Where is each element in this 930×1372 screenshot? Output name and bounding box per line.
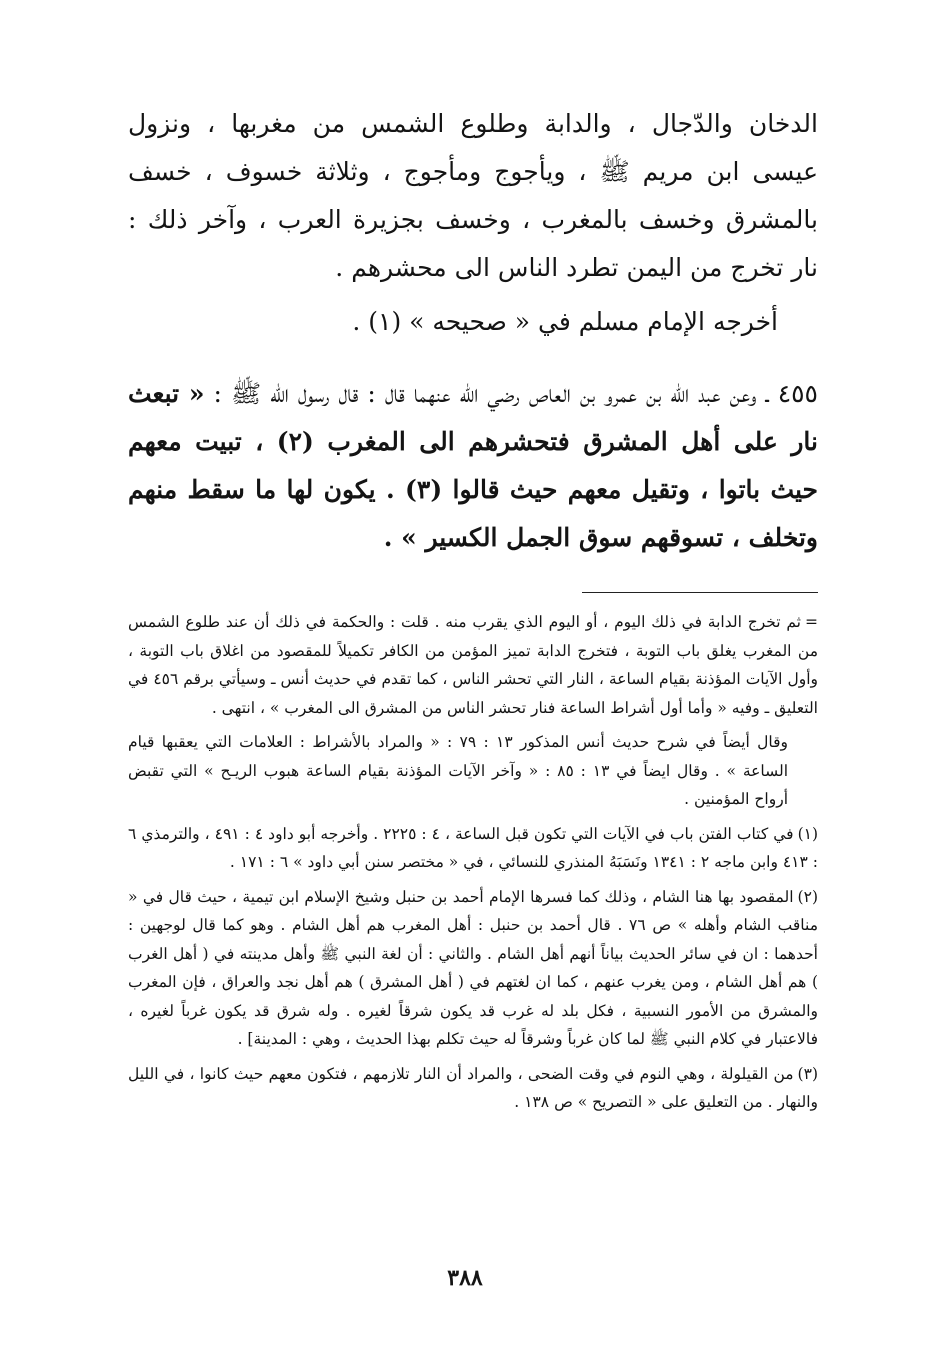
continuation-mark: = — [805, 613, 818, 631]
footnote-1-marker: (١) — [797, 824, 819, 843]
page-number: ٣٨٨ — [447, 1265, 483, 1291]
footnote-continuation — [128, 608, 818, 722]
footnote-divider — [582, 592, 818, 593]
footnote-continuation-2: وقال أيضاً في شرح حديث أنس المذكور ١٣ : ٧٩ : « والمراد بالأشراط : العلامات التي يعقبها قيام الساعة » . وقال ايضاً في ١٣ : ٨٥ : « وآخر الآيات المؤذنة بقيام الساعة هبوب الريـح » التي تقبض أرواح المؤمنين . — [128, 733, 789, 808]
footnotes — [128, 608, 818, 1123]
hadith-intro: ٤٥٥ ـ وعن عبد الله بن عمرو بن العاص رضي الله عنهما قال : قال رسول الله ﷺ : — [204, 379, 818, 408]
paragraph-hadith-end: الدخان والدّجال ، والدابة وطلوع الشمس من مغربها ، ونزول عيسى ابن مريم ﷺ ، ويأجوج ومأجوج ، وثلاثة خسوف ، خسف بالمشرق وخسف بالمغرب ، وخسف بجزيرة العرب ، وآخر ذلك : نار تخرج من اليمن تطرد الناس الى محشرهم . — [128, 109, 818, 282]
footnote-3 — [128, 1060, 818, 1117]
main-text — [128, 100, 818, 562]
footnote-3-marker: (٣) — [797, 1064, 818, 1083]
hadith-source: أخرجه الإمام مسلم في « صحيحه » (١) . — [352, 307, 778, 336]
footnote-1 — [128, 820, 818, 877]
footnote-2 — [128, 883, 818, 1054]
footnote-continuation-text: ثم تخرج الدابة في ذلك اليوم ، أو اليوم الذي يقرب منه . قلت : والحكمة في ذلك أن عند طلوع الشمس من المغرب يغلق باب التوبة ، فتخرج الدابة تميز المؤمن من الكافر تكميلاً للمقصود من اغلاق باب التوبة ، وأول الآيات المؤذنة بقيام الساعة ، النار التي تحشر الناس ، كما تقدم في حديث أنس ـ وسيأتي برقم ٤٥٦ في التعليق ـ وفيه « وأما أول أشراط الساعة فنار تحشر الناس من المشرق الى المغرب » ، انتهى . — [128, 613, 818, 717]
hadith-text: « تبعث نار على أهل المشرق فتحشرهم الى المغرب (٢) ، تبيت معهم حيث باتوا ، وتقيل معهم حيث قالوا (٣) . يكون لها ما سقط منهم وتخلف ، تسوقهم سوق الجمل الكسير » . — [128, 379, 819, 552]
footnote-2-text: المقصود بها هنا الشام ، وذلك كما فسرها الإمام أحمد بن حنبل وشيخ الإسلام ابن تيمية ، حيث قال في « مناقب الشام وأهله » ص ٧٦ . قال أحمد بن حنبل : أهل المغرب هم أهل الشام . وهو كما قال لوجهين : أحدهما : ان في سائر الحديث بياناً أنهم أهل الشام . والثاني : أن لغة النبي ﷺ وأهل مدينته في ( أهل الغرب ) هم أهل الشام ، ومن يغرب عنهم ، كما ان لغتهم في ( أهل المشرق ) هم أهل نجد والعراق ، فإن المغرب والمشرق من الأمور النسبية ، فكل بلد له غرب قد يكون شرقاً لغيره . وله شرق قد يكون غرباً لغيره ، فالاعتبار في كلام النبي ﷺ لما كان غرباً وشرقاً له حيث تكلم بهذا الحديث ، وهي : المدينة] . — [128, 887, 818, 1048]
footnote-3-text: من القيلولة ، وهي النوم في وقت الضحى ، والمراد أن النار تلازمهم ، فتكون معهم حيث كانوا ، في الليل والنهار . من التعليق على « التصريح » ص ١٣٨ . — [128, 1064, 818, 1111]
footnote-1-text: في كتاب الفتن باب في الآيات التي تكون قبل الساعة ، ٤ : ٢٢٢٥ . وأخرجه أبو داود ٤ : ٤٩١ ، والترمذي ٦ : ٤١٣ وابن ماجه ٢ : ١٣٤١ ونَسَبَهُ المنذري للنسائي ، في « مختصر سنن أبي داود » ٦ : ١٧١ . — [128, 824, 818, 871]
hadith-455 — [128, 370, 818, 562]
footnote-2-marker: (٢) — [797, 887, 818, 906]
